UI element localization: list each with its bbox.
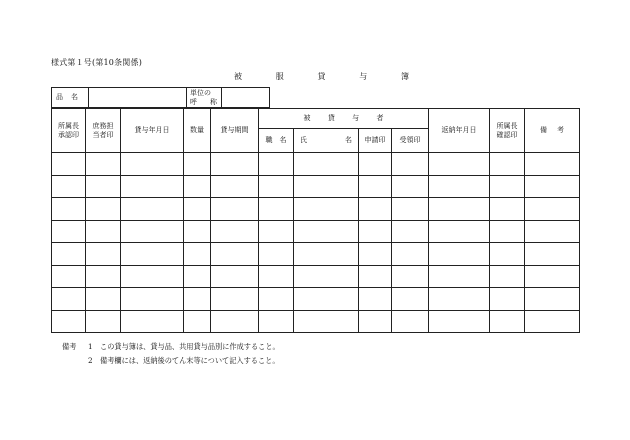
table-cell[interactable] <box>525 265 580 288</box>
table-cell[interactable] <box>392 175 429 198</box>
table-cell[interactable] <box>294 310 359 333</box>
form-number-label: 様式第１号(第10条関係) <box>51 58 143 67</box>
table-cell[interactable] <box>52 198 86 221</box>
note-number: 2 <box>88 356 93 365</box>
table-cell[interactable] <box>52 265 86 288</box>
table-cell[interactable] <box>211 220 259 243</box>
table-cell[interactable] <box>211 310 259 333</box>
table-cell[interactable] <box>429 265 490 288</box>
table-cell[interactable] <box>121 220 184 243</box>
table-row <box>52 243 580 266</box>
table-cell[interactable] <box>184 243 211 266</box>
table-cell[interactable] <box>86 198 121 221</box>
table-cell[interactable] <box>359 220 392 243</box>
table-cell[interactable] <box>294 243 359 266</box>
table-cell[interactable] <box>429 175 490 198</box>
table-cell[interactable] <box>525 243 580 266</box>
table-cell[interactable] <box>121 175 184 198</box>
table-cell[interactable] <box>525 198 580 221</box>
borrower-group-header: 被 貸 与 者 <box>259 109 429 129</box>
table-cell[interactable] <box>184 265 211 288</box>
notes-section <box>62 340 280 368</box>
table-cell[interactable] <box>184 310 211 333</box>
table-cell[interactable] <box>121 265 184 288</box>
table-cell[interactable] <box>392 310 429 333</box>
table-row <box>52 310 580 333</box>
table-cell[interactable] <box>259 265 294 288</box>
note-number: 1 <box>88 342 93 351</box>
table-cell[interactable] <box>184 220 211 243</box>
table-cell[interactable] <box>52 310 86 333</box>
table-cell[interactable] <box>259 288 294 311</box>
table-cell[interactable] <box>359 288 392 311</box>
table-cell[interactable] <box>259 243 294 266</box>
table-cell[interactable] <box>259 153 294 176</box>
notes-heading: 備考 <box>62 342 77 351</box>
unit-name-field[interactable] <box>222 88 270 108</box>
table-cell[interactable] <box>211 175 259 198</box>
table-cell[interactable] <box>359 198 392 221</box>
item-name-field[interactable] <box>89 88 187 108</box>
item-info-table <box>51 87 270 108</box>
return-date-header: 返納年月日 <box>429 109 490 153</box>
officer-seal-header: 庶務担 当者印 <box>86 109 121 153</box>
table-cell[interactable] <box>121 198 184 221</box>
table-cell[interactable] <box>429 220 490 243</box>
unit-name-label: 単位の 呼 称 <box>187 88 222 108</box>
table-row <box>52 220 580 243</box>
title-char: 簿 <box>401 72 409 81</box>
table-cell[interactable] <box>294 175 359 198</box>
table-cell[interactable] <box>259 175 294 198</box>
title-char: 被 <box>234 72 242 81</box>
table-cell[interactable] <box>211 198 259 221</box>
table-cell[interactable] <box>52 243 86 266</box>
table-cell[interactable] <box>525 175 580 198</box>
table-cell[interactable] <box>121 153 184 176</box>
table-cell[interactable] <box>429 310 490 333</box>
table-cell[interactable] <box>294 153 359 176</box>
table-cell[interactable] <box>490 243 525 266</box>
table-cell[interactable] <box>359 310 392 333</box>
note-item <box>62 340 280 354</box>
dept-approval-header: 所属長 承認印 <box>52 109 86 153</box>
position-header: 職 名 <box>259 129 294 153</box>
table-cell[interactable] <box>294 198 359 221</box>
table-cell[interactable] <box>52 175 86 198</box>
lend-date-header: 貸与年月日 <box>121 109 184 153</box>
table-cell[interactable] <box>184 175 211 198</box>
table-cell[interactable] <box>490 198 525 221</box>
quantity-header: 数量 <box>184 109 211 153</box>
table-cell[interactable] <box>52 220 86 243</box>
table-cell[interactable] <box>490 265 525 288</box>
note-item <box>62 354 280 368</box>
table-cell[interactable] <box>211 243 259 266</box>
lend-period-header: 貸与期間 <box>211 109 259 153</box>
table-row <box>52 153 580 176</box>
table-cell[interactable] <box>359 265 392 288</box>
table-cell[interactable] <box>184 198 211 221</box>
table-cell[interactable] <box>392 288 429 311</box>
table-cell[interactable] <box>86 220 121 243</box>
table-cell[interactable] <box>86 153 121 176</box>
apply-seal-header: 申請印 <box>359 129 392 153</box>
dept-confirm-header: 所属長 確認印 <box>490 109 525 153</box>
receive-seal-header: 受領印 <box>392 129 429 153</box>
table-cell[interactable] <box>392 153 429 176</box>
table-cell[interactable] <box>52 288 86 311</box>
table-cell[interactable] <box>259 220 294 243</box>
table-cell[interactable] <box>429 153 490 176</box>
table-cell[interactable] <box>86 175 121 198</box>
table-cell[interactable] <box>86 243 121 266</box>
table-cell[interactable] <box>294 288 359 311</box>
table-cell[interactable] <box>184 288 211 311</box>
table-cell[interactable] <box>359 153 392 176</box>
table-cell[interactable] <box>121 310 184 333</box>
table-cell[interactable] <box>211 288 259 311</box>
table-cell[interactable] <box>392 198 429 221</box>
title-char: 服 <box>275 72 284 81</box>
table-cell[interactable] <box>121 288 184 311</box>
table-cell[interactable] <box>86 265 121 288</box>
table-cell[interactable] <box>490 175 525 198</box>
table-row <box>52 265 580 288</box>
remarks-header: 備 考 <box>525 109 580 153</box>
table-row <box>52 288 580 311</box>
table-cell[interactable] <box>490 310 525 333</box>
note-text: この貸与簿は、貸与品、共用貸与品別に作成すること。 <box>100 342 280 351</box>
table-cell[interactable] <box>429 198 490 221</box>
table-cell[interactable] <box>359 175 392 198</box>
table-cell[interactable] <box>392 220 429 243</box>
item-name-label: 品 名 <box>52 88 89 108</box>
lending-register-table <box>51 108 580 333</box>
table-cell[interactable] <box>294 265 359 288</box>
table-cell[interactable] <box>392 243 429 266</box>
table-cell[interactable] <box>525 288 580 311</box>
table-cell[interactable] <box>211 153 259 176</box>
table-row <box>52 198 580 221</box>
table-cell[interactable] <box>294 220 359 243</box>
table-cell[interactable] <box>52 153 86 176</box>
table-cell[interactable] <box>259 310 294 333</box>
table-cell[interactable] <box>525 220 580 243</box>
title-char: 与 <box>359 72 368 81</box>
table-cell[interactable] <box>211 265 259 288</box>
table-cell[interactable] <box>490 220 525 243</box>
table-cell[interactable] <box>359 243 392 266</box>
borrower-name-header: 氏 名 <box>294 129 359 153</box>
document-title <box>234 71 409 82</box>
table-cell[interactable] <box>121 243 184 266</box>
table-cell[interactable] <box>490 153 525 176</box>
table-cell[interactable] <box>86 288 121 311</box>
table-cell[interactable] <box>86 310 121 333</box>
table-cell[interactable] <box>184 153 211 176</box>
table-cell[interactable] <box>429 243 490 266</box>
table-cell[interactable] <box>490 288 525 311</box>
title-char: 貸 <box>317 72 326 81</box>
table-cell[interactable] <box>525 310 580 333</box>
table-row <box>52 175 580 198</box>
note-text: 備考欄には、返納後のてん末等について記入すること。 <box>100 356 280 365</box>
table-cell[interactable] <box>429 288 490 311</box>
table-cell[interactable] <box>259 198 294 221</box>
table-cell[interactable] <box>525 153 580 176</box>
table-cell[interactable] <box>392 265 429 288</box>
